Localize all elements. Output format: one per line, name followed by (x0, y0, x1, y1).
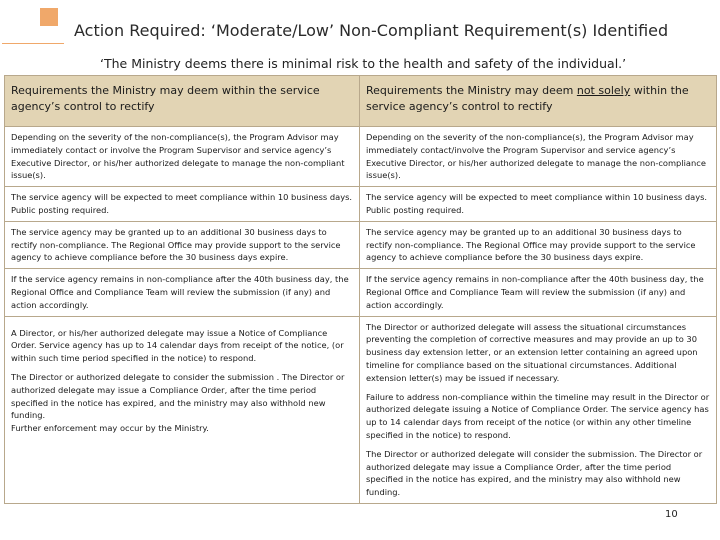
left-paragraph-notice: A Director, or his/her authorized delegate may issue a Notice of Compliance Order. Service agency has up to 14 calendar days from receipt of the notice, (or within such time period specified in the notice) to respond. (11, 327, 344, 364)
requirements-table (4, 75, 717, 504)
header-right-underlined: not solely (576, 84, 631, 97)
table-cell-left: Depending on the severity of the non-compliance(s), the Program Advisor may immediately contact or involve the Program Supervisor and service agency’s Executive Director, or his/her authorized delegate to manage the non-compliant issue(s). (5, 127, 360, 187)
table-cell-right (360, 316, 717, 503)
header-not-solely-within-control (360, 76, 717, 127)
table-row (5, 269, 717, 316)
table-cell-left (5, 316, 360, 503)
slide-title: Action Required: ‘Moderate/Low’ Non-Compliant Requirement(s) Identified (74, 21, 669, 40)
page-number: 10 (665, 509, 678, 520)
table-cell-left: The service agency may be granted up to an additional 30 business days to rectify non-compliance. The Regional Office may provide support to the service agency to achieve compliance before the 30 business days expire. (5, 221, 360, 268)
table-cell-right: Depending on the severity of the non-compliance(s), the Program Advisor may immediately contact/involve the Program Supervisor and service agency’s Executive Director, or his/her authorized delegate to manage the non-compliance issue(s). (360, 127, 717, 187)
slide-subtitle: ‘The Ministry deems there is minimal risk to the health and safety of the individual.’ (100, 56, 627, 71)
table-header-row (5, 76, 717, 127)
table-cell-right: The service agency will be expected to meet compliance within 10 business days. Public posting required. (360, 187, 717, 222)
header-right-text-start: Requirements the Ministry may deem (366, 84, 577, 97)
table-row (5, 127, 717, 187)
right-paragraph-notice: Failure to address non-compliance within the timeline may result in the Director or authorized delegate issuing a Notice of Compliance Order. The service agency has up to 14 calendar days from receipt of the notice (or within any other timeline specified in the notice) to respond. (366, 391, 710, 440)
accent-line (2, 43, 64, 44)
right-paragraph-extension: The Director or authorized delegate will assess the situational circumstances preventing the completion of corrective measures and may provide an up to 30 business day extension letter, or an extension letter containing an agreed upon timeline for compliance based on the situational circumstances. Additional extension letter(s) may be issued if necessary. (366, 321, 698, 383)
table-row (5, 187, 717, 222)
right-paragraph-compliance-order: The Director or authorized delegate will consider the submission. The Director or authorized delegate may issue a Compliance Order, after the time period specified in the notice has expired, and the ministry may also withhold new funding. (366, 448, 703, 498)
table-row (5, 221, 717, 268)
header-within-control: Requirements the Ministry may deem within the service agency’s control to rectify (5, 76, 360, 127)
accent-square (40, 8, 58, 26)
table-cell-left: If the service agency remains in non-compliance after the 40th business day, the Regional Office and Compliance Team will review the submission (if any) and action accordingly. (5, 269, 360, 316)
left-paragraph-compliance-order: The Director or authorized delegate to consider the submission . The Director or authorized delegate may issue a Compliance Order, after the time period specified in the notice has expired, and the ministry may also withhold new funding. (11, 371, 345, 421)
left-paragraph-enforcement: Further enforcement may occur by the Ministry. (11, 423, 209, 434)
table-row (5, 316, 717, 503)
table-cell-left: The service agency will be expected to meet compliance within 10 business days. Public posting required. (5, 187, 360, 222)
table-cell-right: If the service agency remains in non-compliance after the 40th business day, the Regional Office and Compliance Team will review the submission (if any) and action accordingly. (360, 269, 717, 316)
header-right-text-end: within the service agency’s control to rectify (366, 84, 689, 113)
table-cell-right: The service agency may be granted up to an additional 30 business days to rectify non-compliance. The Regional Office may provide support to the service agency to achieve compliance before the 30 business days expire. (360, 221, 717, 268)
